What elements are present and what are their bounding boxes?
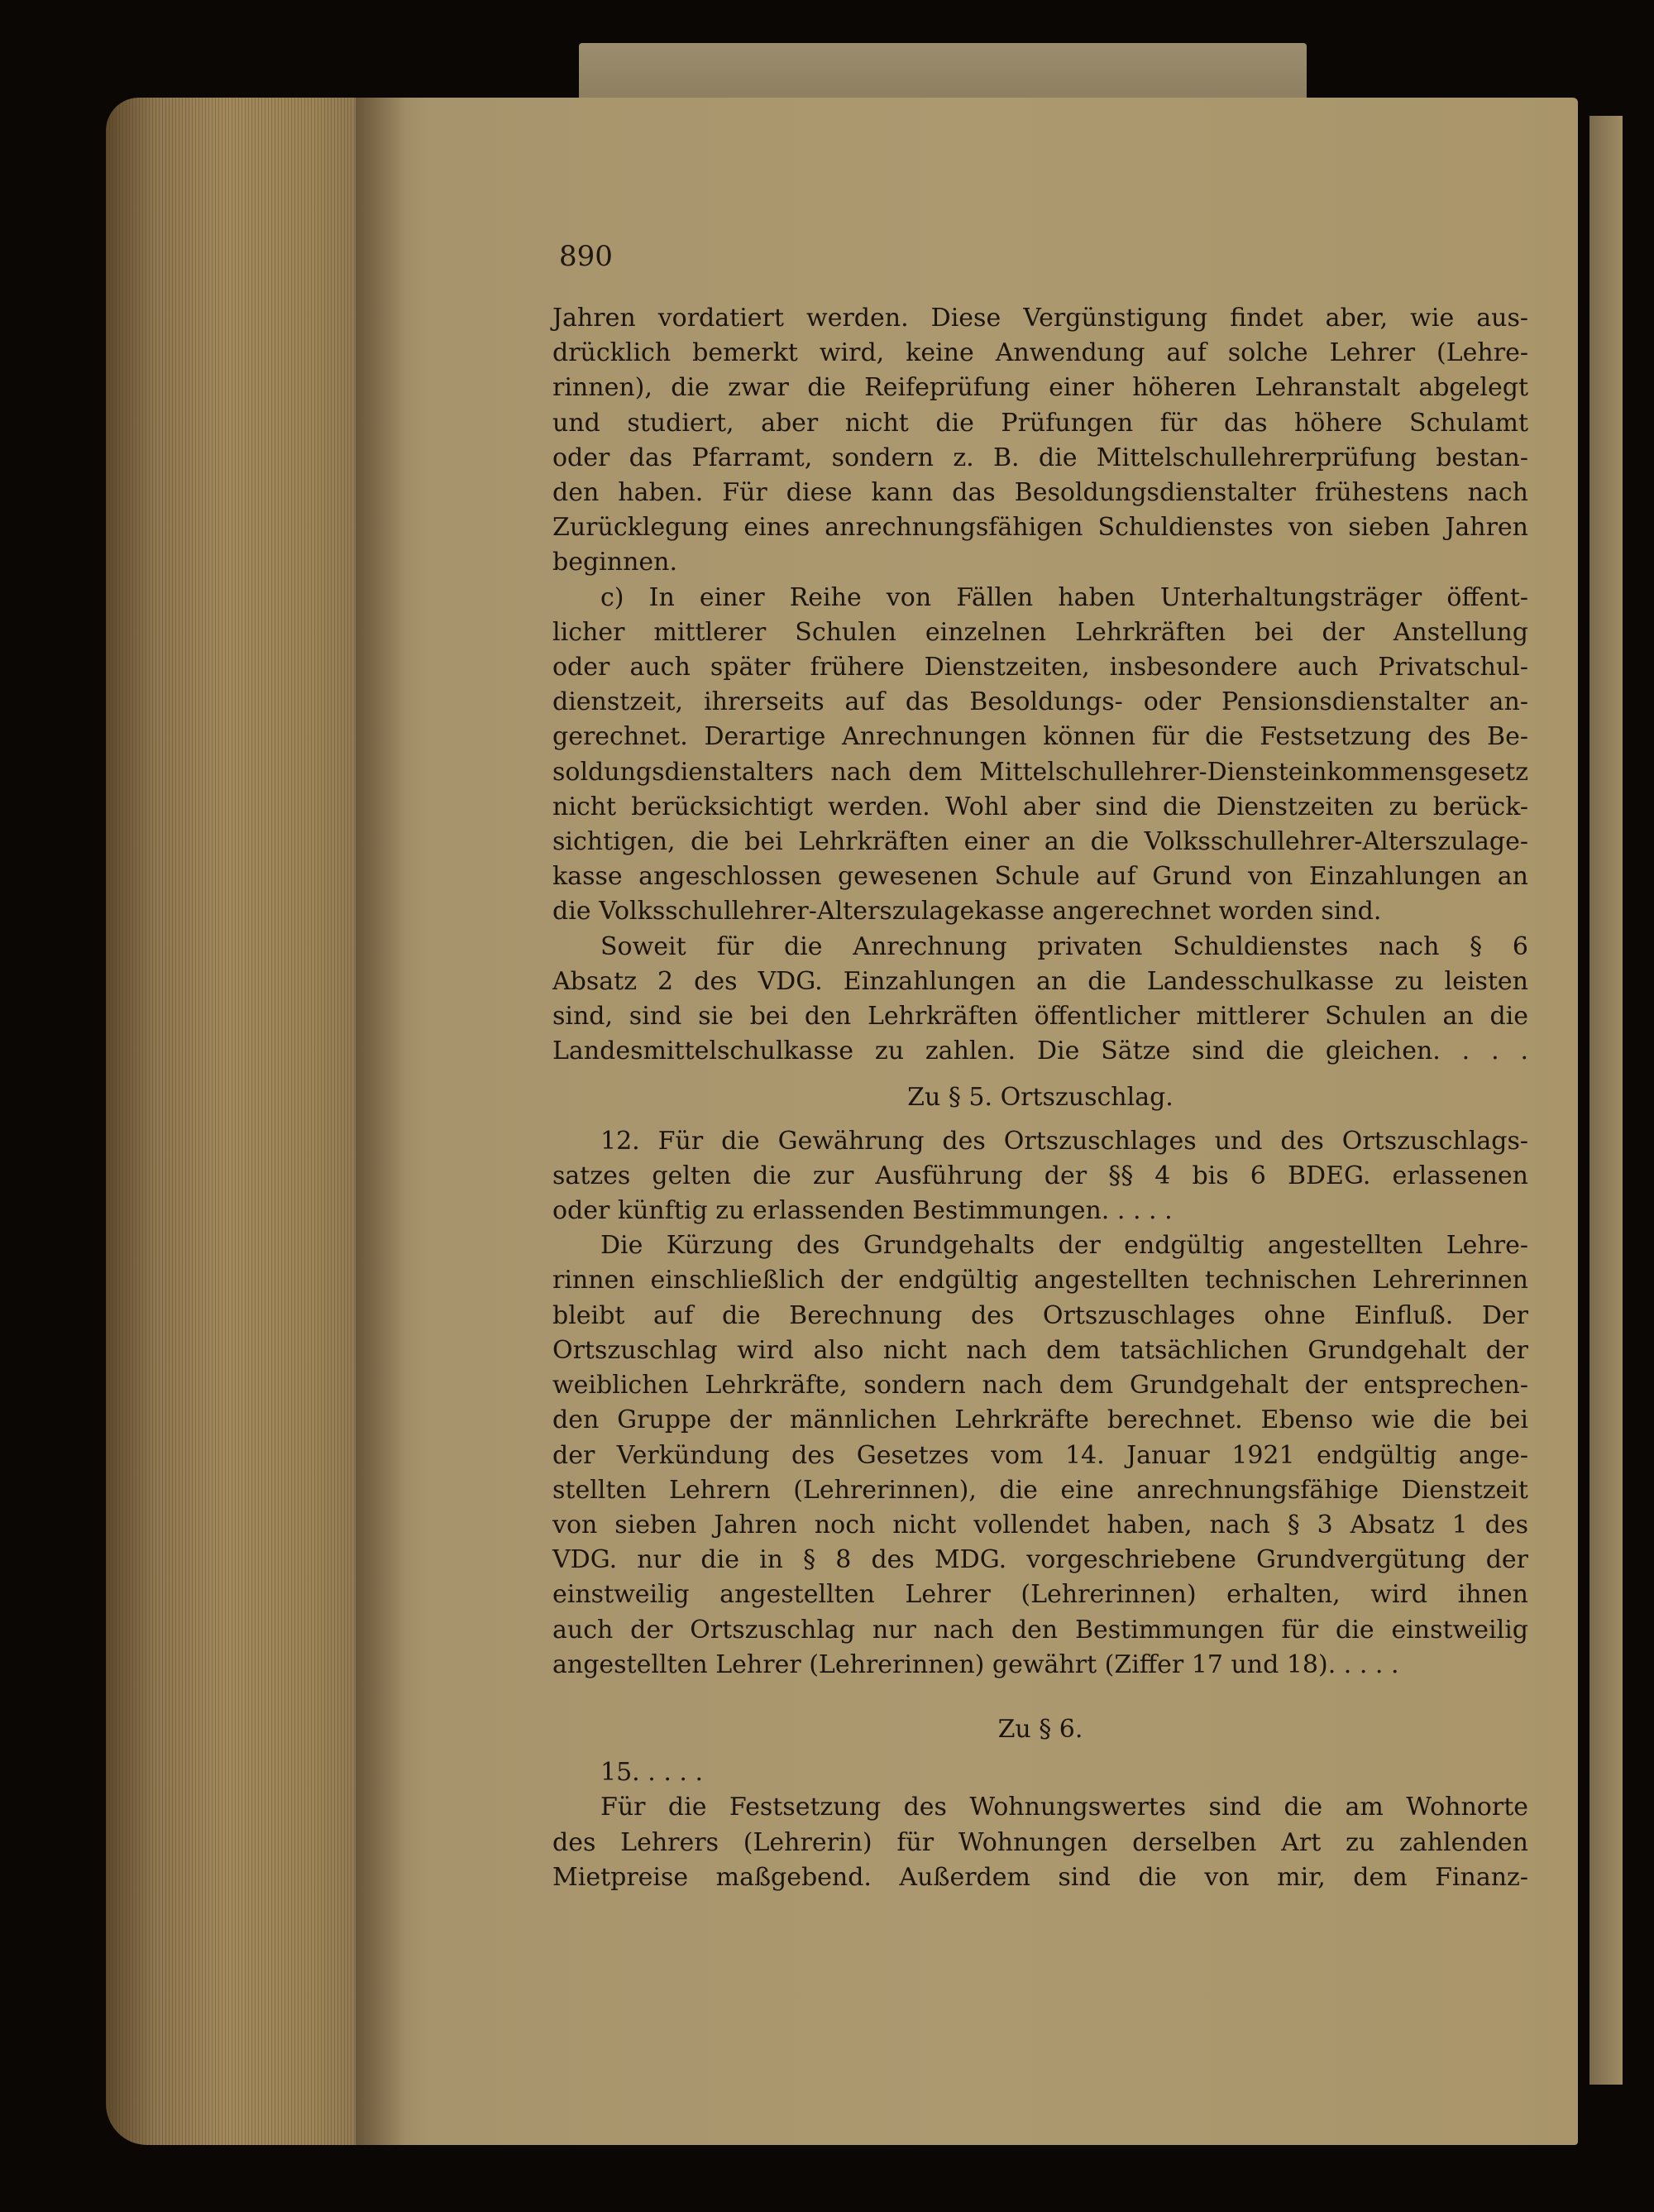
text-line: des Lehrers (Lehrerin) für Wohnungen derselben Art zu zahlenden [552,1827,1528,1857]
text-line: Mietpreise maßgebend. Außerdem sind die von mir, dem Finanz- [552,1862,1528,1892]
text-line: sichtigen, die bei Lehrkräften einer an die Volksschullehrer-Alterszulage- [552,827,1528,857]
text-line: bleibt auf die Berechnung des Ortszuschlages ohne Einfluß. Der [552,1300,1528,1330]
paragraph-4 [552,1124,1528,1229]
text-line: Jahren vordatiert werden. Diese Vergünstigung findet aber, wie aus- [552,304,1528,333]
text-line: c) In einer Reihe von Fällen haben Unterhaltungsträger öffent- [600,582,1528,612]
text-line: auch der Ortszuschlag nur nach den Bestimmungen für die einstweilig [552,1615,1528,1645]
text-line: 12. Für die Gewährung des Ortszuschlages und des Ortszuschlags- [600,1126,1528,1156]
text-line: satzes gelten die zur Ausführung der §§ 4 bis 6 BDEG. erlassenen [552,1161,1528,1190]
page-text [552,301,1528,1895]
text-line: angestellten Lehrer (Lehrerinnen) gewährt (Ziffer 17 und 18). . . . . [552,1649,1399,1679]
text-line: Für die Festsetzung des Wohnungswertes sind die am Wohnorte [600,1793,1528,1822]
gutter-shadow [356,98,405,2145]
section-heading: Zu § 5. Ortszuschlag. [907,1083,1174,1113]
section-heading: Zu § 6. [997,1714,1083,1744]
text-line: die Volksschullehrer-Alterszulagekasse angerechnet worden sind. [552,897,1382,926]
text-line: Ortszuschlag wird also nicht nach dem tatsächlichen Grundgehalt der [552,1335,1528,1365]
text-line: der Verkündung des Gesetzes vom 14. Januar 1921 endgültig ange- [552,1440,1528,1470]
text-line: nicht berücksichtigt werden. Wohl aber sind die Dienstzeiten zu berück- [552,792,1528,821]
paragraph-2 [552,581,1528,930]
text-line: Die Kürzung des Grundgehalts der endgültig angestellten Lehre- [600,1231,1528,1261]
text-line: rinnen), die zwar die Reifeprüfung einer höheren Lehranstalt abgelegt [552,373,1528,403]
text-line: oder das Pfarramt, sondern z. B. die Mittelschullehrerprüfung bestan- [552,443,1528,472]
text-line: den Gruppe der männlichen Lehrkräfte berechnet. Ebenso wie die bei [552,1405,1528,1435]
text-line: den haben. Für diese kann das Besoldungsdienstalter frühestens nach [552,478,1528,508]
text-line: Absatz 2 des VDG. Einzahlungen an die Landesschulkasse zu leisten [552,966,1528,996]
text-line: gerechnet. Derartige Anrechnungen können für die Festsetzung des Be- [552,722,1528,752]
text-line: Landesmittelschulkasse zu zahlen. Die Sätze sind die gleichen. . . . [552,1037,1528,1066]
paragraph-5 [552,1228,1528,1683]
text-line: soldungsdienstalters nach dem Mittelschullehrer-Diensteinkommensgesetz [552,757,1528,787]
paragraph-1 [552,301,1528,581]
text-line: VDG. nur die in § 8 des MDG. vorgeschriebene Grundvergütung der [552,1545,1528,1575]
text-line: rinnen einschließlich der endgültig angestellten technischen Lehrerinnen [552,1266,1528,1295]
text-line: und studiert, aber nicht die Prüfungen für das höhere Schulamt [552,408,1528,438]
paragraph-3 [552,930,1528,1070]
text-line: Soweit für die Anrechnung privaten Schuldienstes nach § 6 [600,931,1528,961]
book-page-edges [106,98,379,2145]
text-line: dienstzeit, ihrerseits auf das Besoldungs- oder Pensionsdienstalter an- [552,687,1528,717]
text-line: 15. . . . . [600,1758,703,1788]
text-line: kasse angeschlossen gewesenen Schule auf Grund von Einzahlungen an [552,862,1528,892]
text-line: licher mittlerer Schulen einzelnen Lehrkräften bei der Anstellung [552,617,1528,647]
text-line: drücklich bemerkt wird, keine Anwendung auf solche Lehrer (Lehre- [552,338,1528,368]
text-line: von sieben Jahren noch nicht vollendet haben, nach § 3 Absatz 1 des [552,1510,1528,1539]
text-line: sind, sind sie bei den Lehrkräften öffentlicher mittlerer Schulen an die [552,1002,1528,1032]
paragraph-7 [552,1790,1528,1895]
text-line: beginnen. [552,548,678,577]
text-line: stellten Lehrern (Lehrerinnen), die eine anrechnungsfähige Dienstzeit [552,1475,1528,1505]
text-line: oder auch später frühere Dienstzeiten, insbesondere auch Privatschul- [552,653,1528,682]
text-line: weiblichen Lehrkräfte, sondern nach dem Grundgehalt der entsprechen- [552,1371,1528,1400]
spacer [552,1683,1528,1701]
page-number: 890 [559,240,613,273]
text-line: Zurücklegung eines anrechnungsfähigen Schuldienstes von sieben Jahren [552,513,1528,543]
text-line: oder künftig zu erlassenden Bestimmungen. . . . . [552,1196,1173,1226]
text-line: einstweilig angestellten Lehrer (Lehrerinnen) erhalten, wird ihnen [552,1580,1528,1610]
facing-page-edge [1589,116,1623,2085]
